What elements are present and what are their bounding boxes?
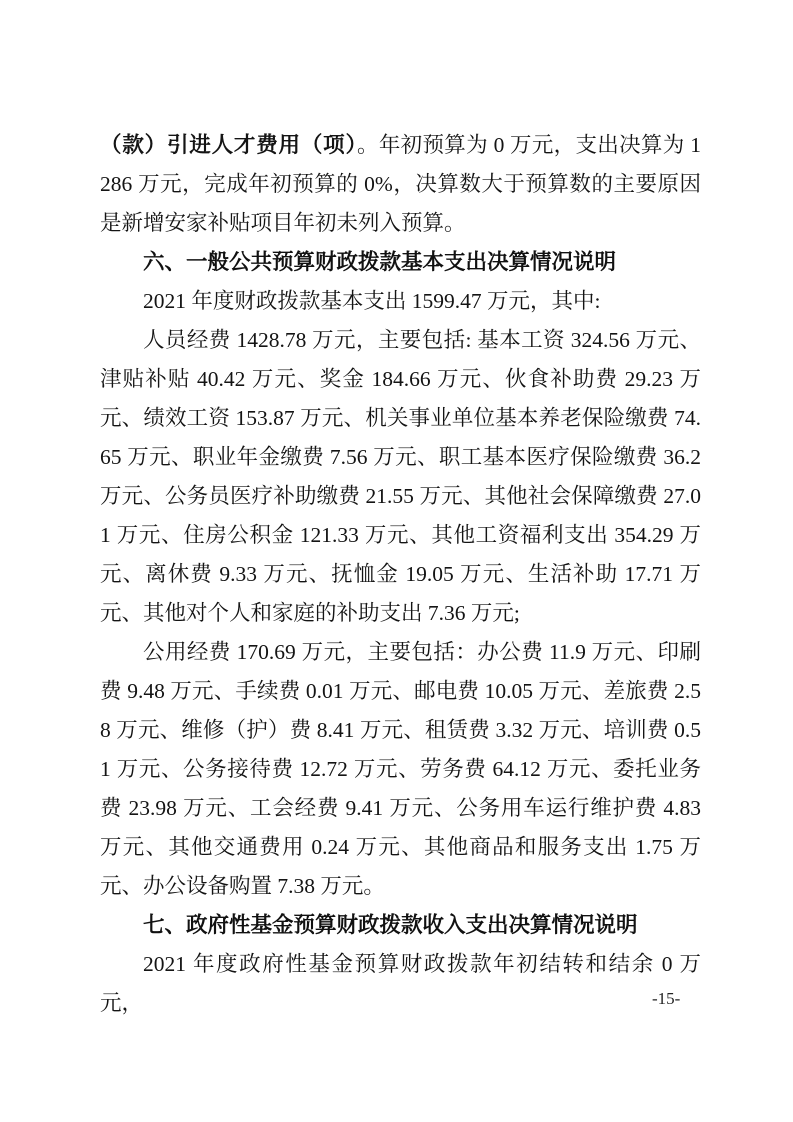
section-six-paragraph-total: 2021 年度财政拨款基本支出 1599.47 万元，其中:: [143, 289, 601, 313]
document-body: [100, 126, 701, 1023]
continuation-paragraph-bold-lead: （款）引进人才费用（项）: [100, 133, 358, 157]
continuation-paragraph: [100, 126, 701, 243]
section-six-heading: 六、一般公共预算财政拨款基本支出决算情况说明: [143, 250, 617, 274]
section-six-paragraph-personnel-expense: 人员经费 1428.78 万元，主要包括: 基本工资 324.56 万元、津贴补贴 40.42 万元、奖金 184.66 万元、伙食补助费 29.23 万元、绩效工资 153.87 万元、机关事业单位基本养老保险缴费 74.65 万元、职业年金缴费 7.56 万元、职工基本医疗保险缴费 36.2 万元、公务员医疗补助缴费 21.55 万元、其他社会保障缴费 27.01 万元、住房公积金 121.33 万元、其他工资福利支出 354.29 万元、离休费 9.33 万元、抚恤金 19.05 万元、生活补助 17.71 万元、其他对个人和家庭的补助支出 7.36 万元;: [100, 328, 701, 625]
page-number: -15-: [652, 989, 681, 1008]
section-six-paragraph-public-expense: 公用经费 170.69 万元，主要包括：办公费 11.9 万元、印刷费 9.48 万元、手续费 0.01 万元、邮电费 10.05 万元、差旅费 2.58 万元、维修（护）费 8.41 万元、租赁费 3.32 万元、培训费 0.51 万元、公务接待费 12.72 万元、劳务费 64.12 万元、委托业务费 23.98 万元、工会经费 9.41 万元、公务用车运行维护费 4.83 万元、其他交通费用 0.24 万元、其他商品和服务支出 1.75 万元、办公设备购置 7.38 万元。: [100, 640, 701, 898]
section-seven-heading: 七、政府性基金预算财政拨款收入支出决算情况说明: [143, 913, 638, 937]
section-seven-paragraph-intro: 2021 年度政府性基金预算财政拨款年初结转和结余 0 万元，: [100, 952, 701, 1015]
continuation-paragraph-text: 。年初预算为 0 万元，支出决算为 1286 万元，完成年初预算的 0%，决算数大于预算数的主要原因是新增安家补贴项目年初未列入预算。: [100, 133, 701, 235]
